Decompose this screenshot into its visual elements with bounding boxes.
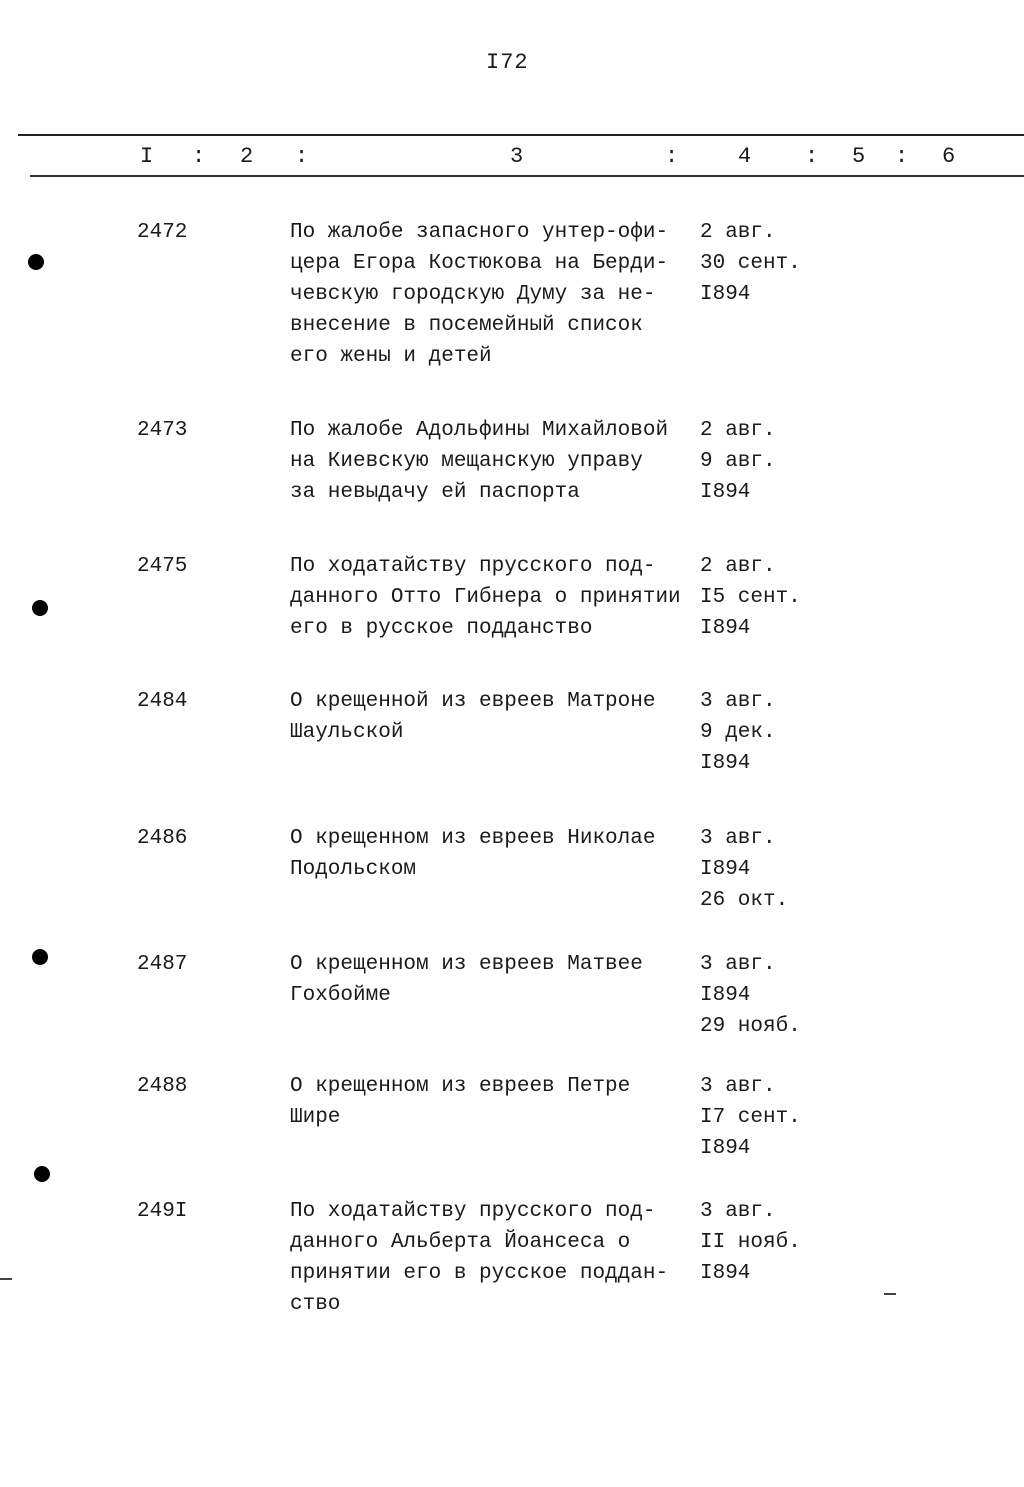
description-line: По жалобе Адольфины Михайловой bbox=[290, 419, 669, 442]
date-line: I894 bbox=[700, 1262, 751, 1285]
description-line: По ходатайству прусского под- bbox=[290, 555, 656, 578]
description-line: внесение в посемейный список bbox=[290, 314, 643, 337]
description-line: за невыдачу ей паспорта bbox=[290, 481, 580, 504]
margin-mark bbox=[0, 1278, 12, 1280]
date-line: 3 авг. bbox=[700, 953, 776, 976]
description-line: По ходатайству прусского под- bbox=[290, 1200, 656, 1223]
date-line: I894 bbox=[700, 984, 751, 1007]
column-header-2: 2 bbox=[240, 144, 254, 169]
entry-number: 2472 bbox=[137, 221, 188, 244]
entry-number: 2487 bbox=[137, 953, 188, 976]
entry-dates bbox=[700, 949, 830, 1042]
description-line: Гохбойме bbox=[290, 984, 391, 1007]
date-line: I894 bbox=[700, 617, 751, 640]
entry-dates bbox=[700, 823, 830, 916]
date-line: 3 авг. bbox=[700, 827, 776, 850]
entry-number: 2486 bbox=[137, 827, 188, 850]
date-line: I5 сент. bbox=[700, 586, 801, 609]
column-separator: : bbox=[805, 144, 819, 169]
date-line: I7 сент. bbox=[700, 1106, 801, 1129]
column-separator: : bbox=[665, 144, 679, 169]
date-line: 26 окт. bbox=[700, 889, 789, 912]
date-line: 9 дек. bbox=[700, 721, 776, 744]
punch-hole-mark bbox=[28, 254, 44, 270]
page-number: I72 bbox=[486, 50, 529, 75]
punch-hole-mark bbox=[32, 600, 48, 616]
column-header-row bbox=[0, 144, 1024, 172]
description-line: О крещенном из евреев Матвее bbox=[290, 953, 643, 976]
punch-hole-mark bbox=[32, 949, 48, 965]
date-line: 29 нояб. bbox=[700, 1015, 801, 1038]
date-line: II нояб. bbox=[700, 1231, 801, 1254]
entry-description bbox=[290, 949, 700, 1011]
date-line: I894 bbox=[700, 858, 751, 881]
entry-number: 2488 bbox=[137, 1075, 188, 1098]
entry-dates bbox=[700, 686, 830, 779]
date-line: 3 авг. bbox=[700, 1200, 776, 1223]
date-line: 3 авг. bbox=[700, 1075, 776, 1098]
table-header-rule bbox=[30, 175, 1024, 177]
column-header-1: I bbox=[140, 144, 154, 169]
entry-number: 2473 bbox=[137, 419, 188, 442]
column-header-6: 6 bbox=[942, 144, 956, 169]
description-line: Шаульской bbox=[290, 721, 404, 744]
entry-number: 2475 bbox=[137, 555, 188, 578]
entry-description bbox=[290, 823, 700, 885]
description-line: данного Отто Гибнера о принятии bbox=[290, 586, 681, 609]
date-line: I894 bbox=[700, 481, 751, 504]
date-line: 2 авг. bbox=[700, 419, 776, 442]
description-line: Подольском bbox=[290, 858, 417, 881]
column-header-3: 3 bbox=[510, 144, 524, 169]
entry-description bbox=[290, 1071, 700, 1133]
date-line: 2 авг. bbox=[700, 221, 776, 244]
description-line: на Киевскую мещанскую управу bbox=[290, 450, 643, 473]
entry-dates bbox=[700, 217, 830, 310]
margin-mark bbox=[884, 1293, 896, 1295]
date-line: I894 bbox=[700, 752, 751, 775]
date-line: I894 bbox=[700, 1137, 751, 1160]
column-header-5: 5 bbox=[852, 144, 866, 169]
date-line: 2 авг. bbox=[700, 555, 776, 578]
description-line: его в русское подданство bbox=[290, 617, 593, 640]
entry-description bbox=[290, 217, 700, 372]
description-line: данного Альберта Йоансеса о bbox=[290, 1231, 631, 1254]
description-line: цера Егора Костюкова на Берди- bbox=[290, 252, 669, 275]
entry-dates bbox=[700, 1196, 830, 1289]
date-line: I894 bbox=[700, 283, 751, 306]
description-line: его жены и детей bbox=[290, 345, 492, 368]
entry-number: 2484 bbox=[137, 690, 188, 713]
description-line: О крещенном из евреев Николае bbox=[290, 827, 656, 850]
table-top-rule bbox=[18, 134, 1024, 136]
punch-hole-mark bbox=[34, 1166, 50, 1182]
entry-description bbox=[290, 415, 700, 508]
date-line: 3 авг. bbox=[700, 690, 776, 713]
description-line: чевскую городскую Думу за не- bbox=[290, 283, 656, 306]
entry-dates bbox=[700, 415, 830, 508]
entry-dates bbox=[700, 1071, 830, 1164]
entry-description bbox=[290, 551, 700, 644]
description-line: О крещенной из евреев Матроне bbox=[290, 690, 656, 713]
entry-number: 249I bbox=[137, 1200, 188, 1223]
entry-description bbox=[290, 1196, 700, 1320]
date-line: 9 авг. bbox=[700, 450, 776, 473]
column-separator: : bbox=[895, 144, 909, 169]
date-line: 30 сент. bbox=[700, 252, 801, 275]
entry-dates bbox=[700, 551, 830, 644]
column-separator: : bbox=[192, 144, 206, 169]
description-line: По жалобе запасного унтер-офи- bbox=[290, 221, 669, 244]
description-line: ство bbox=[290, 1293, 341, 1316]
entry-description bbox=[290, 686, 700, 748]
description-line: Шире bbox=[290, 1106, 341, 1129]
column-header-4: 4 bbox=[738, 144, 752, 169]
column-separator: : bbox=[295, 144, 309, 169]
description-line: О крещенном из евреев Петре bbox=[290, 1075, 631, 1098]
description-line: принятии его в русское поддан- bbox=[290, 1262, 669, 1285]
